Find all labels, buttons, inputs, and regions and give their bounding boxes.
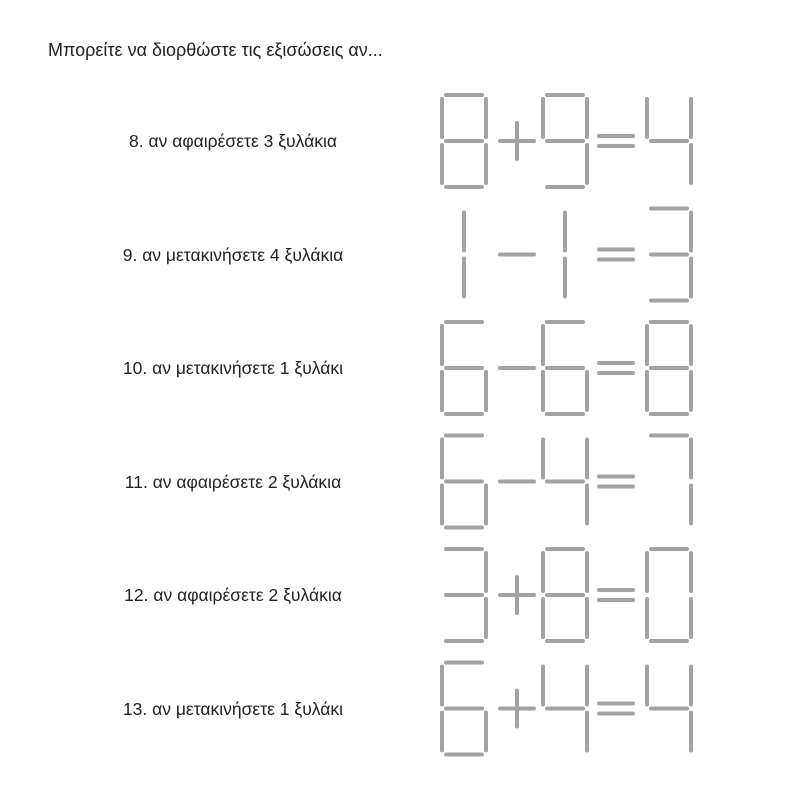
puzzle-label: 13. αν μετακινήσετε 1 ξυλάκι [122,698,344,719]
puzzle-label: 12. αν αφαιρέσετε 2 ξυλάκια [124,585,342,605]
page-title: Μπορείτε να διορθώστε τις εξισώσεις αν... [48,40,383,60]
puzzle-label: 8. αν αφαιρέσετε 3 ξυλάκια [129,131,337,151]
puzzle-label: 11. αν αφαιρέσετε 2 ξυλάκια [124,471,342,492]
puzzle-label: 10. αν μετακινήσετε 1 ξυλάκι [122,358,344,378]
puzzle-label: 9. αν μετακινήσετε 4 ξυλάκια [122,244,344,265]
